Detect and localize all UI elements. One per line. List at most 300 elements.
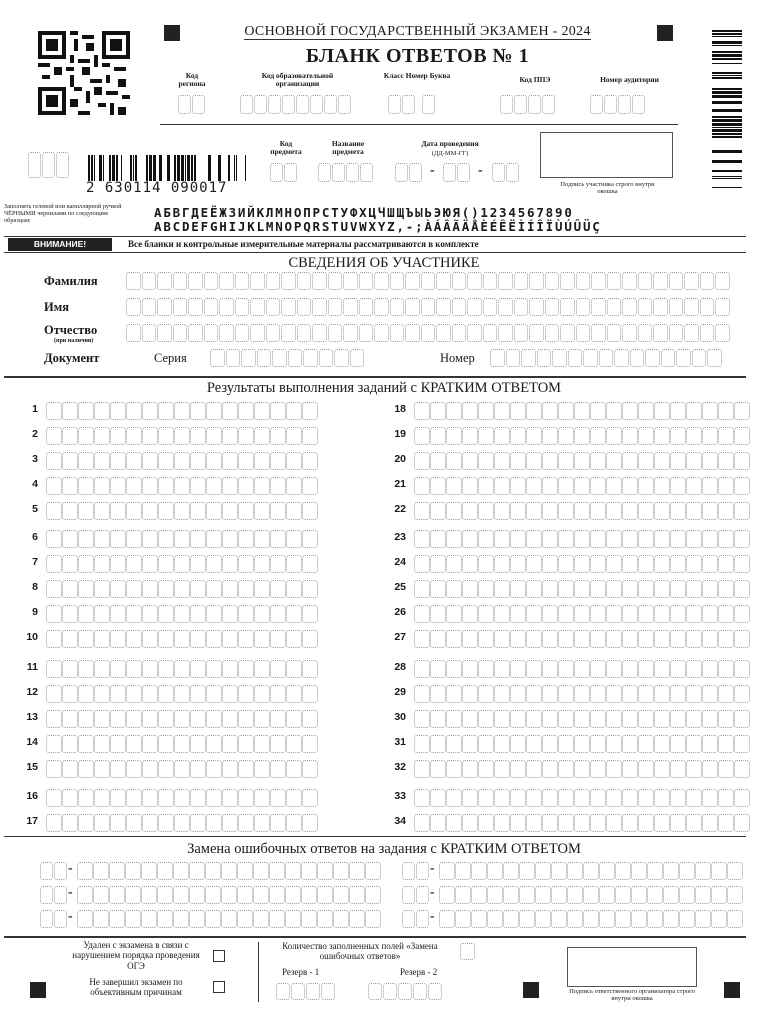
- answer-q13-cell[interactable]: [302, 710, 318, 728]
- replacement-answer-cell[interactable]: [77, 862, 93, 880]
- answer-q27-cell[interactable]: [702, 630, 718, 648]
- answer-q14-cell[interactable]: [62, 735, 78, 753]
- answer-q21-cell[interactable]: [542, 477, 558, 495]
- answer-q12-cell[interactable]: [110, 685, 126, 703]
- replacement-answer-cell[interactable]: [253, 862, 269, 880]
- answer-q15-cell[interactable]: [78, 760, 94, 778]
- answer-q28-cell[interactable]: [558, 660, 574, 678]
- name-cell[interactable]: [591, 298, 606, 316]
- answer-q14-cell[interactable]: [270, 735, 286, 753]
- answer-q10-cell[interactable]: [190, 630, 206, 648]
- answer-q33-cell[interactable]: [702, 789, 718, 807]
- answer-q27-cell[interactable]: [478, 630, 494, 648]
- answer-q10-cell[interactable]: [126, 630, 142, 648]
- answer-q32-cell[interactable]: [542, 760, 558, 778]
- replacement-answer-cell[interactable]: [471, 862, 487, 880]
- answer-q34-cell[interactable]: [542, 814, 558, 832]
- replacement-answer-cell[interactable]: [567, 886, 583, 904]
- answer-q24-cell[interactable]: [494, 555, 510, 573]
- answer-q1-cell[interactable]: [174, 402, 190, 420]
- answer-q30-cell[interactable]: [542, 710, 558, 728]
- answer-q19-cell[interactable]: [702, 427, 718, 445]
- answer-q33-cell[interactable]: [574, 789, 590, 807]
- answer-q2-cell[interactable]: [190, 427, 206, 445]
- answer-q9-cell[interactable]: [46, 605, 62, 623]
- answer-q11-cell[interactable]: [94, 660, 110, 678]
- not-finished-checkbox[interactable]: [213, 981, 225, 993]
- name-cell[interactable]: [266, 298, 281, 316]
- reserve-1-cell[interactable]: [291, 983, 305, 1000]
- answer-q12-cell[interactable]: [206, 685, 222, 703]
- replacement-answer-cell[interactable]: [109, 910, 125, 928]
- surname-cell[interactable]: [235, 272, 250, 290]
- answer-q2-cell[interactable]: [238, 427, 254, 445]
- answer-q18-cell[interactable]: [718, 402, 734, 420]
- answer-q22-cell[interactable]: [462, 502, 478, 520]
- replacement-task-cell[interactable]: [402, 910, 415, 928]
- answer-q28-cell[interactable]: [718, 660, 734, 678]
- blank-left-cell[interactable]: [56, 152, 69, 178]
- answer-q27-cell[interactable]: [590, 630, 606, 648]
- patronymic-cell[interactable]: [607, 324, 622, 342]
- answer-q1-cell[interactable]: [286, 402, 302, 420]
- answer-q23-cell[interactable]: [718, 530, 734, 548]
- answer-q16-cell[interactable]: [174, 789, 190, 807]
- answer-q5-cell[interactable]: [270, 502, 286, 520]
- answer-q31-cell[interactable]: [718, 735, 734, 753]
- answer-q14-cell[interactable]: [222, 735, 238, 753]
- replacement-answer-cell[interactable]: [695, 910, 711, 928]
- answer-q10-cell[interactable]: [78, 630, 94, 648]
- answer-q7-cell[interactable]: [110, 555, 126, 573]
- answer-q26-cell[interactable]: [686, 605, 702, 623]
- answer-q28-cell[interactable]: [462, 660, 478, 678]
- answer-q30-cell[interactable]: [718, 710, 734, 728]
- replacement-answer-cell[interactable]: [727, 886, 743, 904]
- answer-q4-cell[interactable]: [110, 477, 126, 495]
- patronymic-cell[interactable]: [467, 324, 482, 342]
- replacement-answer-cell[interactable]: [189, 862, 205, 880]
- answer-q3-cell[interactable]: [126, 452, 142, 470]
- answer-q19-cell[interactable]: [718, 427, 734, 445]
- replacement-answer-cell[interactable]: [349, 910, 365, 928]
- answer-q9-cell[interactable]: [238, 605, 254, 623]
- answer-q22-cell[interactable]: [718, 502, 734, 520]
- answer-q30-cell[interactable]: [446, 710, 462, 728]
- answer-q34-cell[interactable]: [462, 814, 478, 832]
- replacement-answer-cell[interactable]: [695, 862, 711, 880]
- answer-q22-cell[interactable]: [670, 502, 686, 520]
- replacement-answer-cell[interactable]: [93, 862, 109, 880]
- answer-q12-cell[interactable]: [270, 685, 286, 703]
- answer-q2-cell[interactable]: [270, 427, 286, 445]
- answer-q21-cell[interactable]: [590, 477, 606, 495]
- answer-q22-cell[interactable]: [558, 502, 574, 520]
- answer-q8-cell[interactable]: [142, 580, 158, 598]
- replacement-answer-cell[interactable]: [221, 910, 237, 928]
- name-cell[interactable]: [545, 298, 560, 316]
- answer-q4-cell[interactable]: [94, 477, 110, 495]
- name-cell[interactable]: [204, 298, 219, 316]
- answer-q1-cell[interactable]: [142, 402, 158, 420]
- replacement-answer-cell[interactable]: [349, 886, 365, 904]
- answer-q22-cell[interactable]: [478, 502, 494, 520]
- answer-q18-cell[interactable]: [558, 402, 574, 420]
- answer-q23-cell[interactable]: [734, 530, 750, 548]
- answer-q2-cell[interactable]: [158, 427, 174, 445]
- answer-q10-cell[interactable]: [46, 630, 62, 648]
- patronymic-cell[interactable]: [281, 324, 296, 342]
- answer-q25-cell[interactable]: [654, 580, 670, 598]
- answer-q34-cell[interactable]: [702, 814, 718, 832]
- answer-q20-cell[interactable]: [654, 452, 670, 470]
- class-letter-cell[interactable]: [422, 95, 435, 114]
- answer-q4-cell[interactable]: [46, 477, 62, 495]
- answer-q33-cell[interactable]: [590, 789, 606, 807]
- answer-q16-cell[interactable]: [158, 789, 174, 807]
- name-cell[interactable]: [343, 298, 358, 316]
- answer-q25-cell[interactable]: [430, 580, 446, 598]
- replacement-answer-cell[interactable]: [237, 886, 253, 904]
- replacement-count-cell[interactable]: [460, 943, 475, 960]
- answer-q22-cell[interactable]: [686, 502, 702, 520]
- answer-q6-cell[interactable]: [94, 530, 110, 548]
- answer-q32-cell[interactable]: [558, 760, 574, 778]
- replacement-answer-cell[interactable]: [285, 910, 301, 928]
- answer-q16-cell[interactable]: [286, 789, 302, 807]
- answer-q24-cell[interactable]: [702, 555, 718, 573]
- answer-q1-cell[interactable]: [238, 402, 254, 420]
- replacement-task-cell[interactable]: [416, 862, 429, 880]
- doc-series-cell[interactable]: [210, 349, 225, 367]
- answer-q5-cell[interactable]: [94, 502, 110, 520]
- answer-q13-cell[interactable]: [286, 710, 302, 728]
- answer-q27-cell[interactable]: [558, 630, 574, 648]
- answer-q17-cell[interactable]: [62, 814, 78, 832]
- replacement-answer-cell[interactable]: [487, 910, 503, 928]
- answer-q13-cell[interactable]: [94, 710, 110, 728]
- answer-q26-cell[interactable]: [654, 605, 670, 623]
- answer-q6-cell[interactable]: [46, 530, 62, 548]
- answer-q32-cell[interactable]: [686, 760, 702, 778]
- patronymic-cell[interactable]: [390, 324, 405, 342]
- answer-q23-cell[interactable]: [606, 530, 622, 548]
- replacement-answer-cell[interactable]: [365, 862, 381, 880]
- answer-q28-cell[interactable]: [414, 660, 430, 678]
- answer-q21-cell[interactable]: [702, 477, 718, 495]
- answer-q22-cell[interactable]: [606, 502, 622, 520]
- patronymic-cell[interactable]: [142, 324, 157, 342]
- answer-q16-cell[interactable]: [222, 789, 238, 807]
- answer-q26-cell[interactable]: [558, 605, 574, 623]
- answer-q4-cell[interactable]: [78, 477, 94, 495]
- org-code-cell[interactable]: [254, 95, 267, 114]
- replacement-answer-cell[interactable]: [503, 886, 519, 904]
- answer-q8-cell[interactable]: [110, 580, 126, 598]
- patronymic-cell[interactable]: [250, 324, 265, 342]
- answer-q33-cell[interactable]: [542, 789, 558, 807]
- answer-q22-cell[interactable]: [574, 502, 590, 520]
- answer-q25-cell[interactable]: [590, 580, 606, 598]
- subject-name-cell[interactable]: [332, 163, 345, 182]
- answer-q6-cell[interactable]: [286, 530, 302, 548]
- surname-cell[interactable]: [452, 272, 467, 290]
- answer-q26-cell[interactable]: [718, 605, 734, 623]
- doc-series-cell[interactable]: [257, 349, 272, 367]
- answer-q21-cell[interactable]: [606, 477, 622, 495]
- answer-q11-cell[interactable]: [286, 660, 302, 678]
- reserve-1-cell[interactable]: [276, 983, 290, 1000]
- replacement-answer-cell[interactable]: [711, 910, 727, 928]
- answer-q7-cell[interactable]: [142, 555, 158, 573]
- replacement-answer-cell[interactable]: [141, 910, 157, 928]
- answer-q32-cell[interactable]: [638, 760, 654, 778]
- answer-q10-cell[interactable]: [238, 630, 254, 648]
- patronymic-cell[interactable]: [421, 324, 436, 342]
- answer-q30-cell[interactable]: [590, 710, 606, 728]
- replacement-answer-cell[interactable]: [455, 910, 471, 928]
- doc-number-cell[interactable]: [630, 349, 645, 367]
- answer-q29-cell[interactable]: [478, 685, 494, 703]
- answer-q23-cell[interactable]: [654, 530, 670, 548]
- answer-q22-cell[interactable]: [542, 502, 558, 520]
- answer-q8-cell[interactable]: [158, 580, 174, 598]
- replacement-answer-cell[interactable]: [317, 886, 333, 904]
- answer-q9-cell[interactable]: [94, 605, 110, 623]
- name-cell[interactable]: [669, 298, 684, 316]
- answer-q6-cell[interactable]: [174, 530, 190, 548]
- answer-q29-cell[interactable]: [670, 685, 686, 703]
- answer-q30-cell[interactable]: [638, 710, 654, 728]
- answer-q26-cell[interactable]: [494, 605, 510, 623]
- answer-q16-cell[interactable]: [142, 789, 158, 807]
- doc-number-cell[interactable]: [661, 349, 676, 367]
- name-cell[interactable]: [514, 298, 529, 316]
- answer-q24-cell[interactable]: [542, 555, 558, 573]
- answer-q34-cell[interactable]: [414, 814, 430, 832]
- answer-q29-cell[interactable]: [718, 685, 734, 703]
- answer-q4-cell[interactable]: [206, 477, 222, 495]
- subject-name-cell[interactable]: [360, 163, 373, 182]
- name-cell[interactable]: [529, 298, 544, 316]
- answer-q28-cell[interactable]: [478, 660, 494, 678]
- replacement-task-cell[interactable]: [54, 886, 67, 904]
- answer-q2-cell[interactable]: [126, 427, 142, 445]
- answer-q34-cell[interactable]: [606, 814, 622, 832]
- surname-cell[interactable]: [343, 272, 358, 290]
- answer-q30-cell[interactable]: [734, 710, 750, 728]
- answer-q31-cell[interactable]: [654, 735, 670, 753]
- answer-q23-cell[interactable]: [638, 530, 654, 548]
- answer-q33-cell[interactable]: [638, 789, 654, 807]
- answer-q20-cell[interactable]: [462, 452, 478, 470]
- answer-q22-cell[interactable]: [638, 502, 654, 520]
- replacement-answer-cell[interactable]: [253, 886, 269, 904]
- answer-q15-cell[interactable]: [286, 760, 302, 778]
- answer-q18-cell[interactable]: [494, 402, 510, 420]
- answer-q21-cell[interactable]: [622, 477, 638, 495]
- answer-q13-cell[interactable]: [110, 710, 126, 728]
- answer-q32-cell[interactable]: [574, 760, 590, 778]
- answer-q10-cell[interactable]: [222, 630, 238, 648]
- answer-q5-cell[interactable]: [46, 502, 62, 520]
- patronymic-cell[interactable]: [514, 324, 529, 342]
- answer-q24-cell[interactable]: [654, 555, 670, 573]
- answer-q24-cell[interactable]: [638, 555, 654, 573]
- doc-number-cell[interactable]: [707, 349, 722, 367]
- answer-q33-cell[interactable]: [622, 789, 638, 807]
- answer-q5-cell[interactable]: [126, 502, 142, 520]
- answer-q33-cell[interactable]: [686, 789, 702, 807]
- surname-cell[interactable]: [157, 272, 172, 290]
- answer-q18-cell[interactable]: [590, 402, 606, 420]
- answer-q28-cell[interactable]: [686, 660, 702, 678]
- replacement-answer-cell[interactable]: [551, 886, 567, 904]
- answer-q19-cell[interactable]: [446, 427, 462, 445]
- answer-q19-cell[interactable]: [462, 427, 478, 445]
- patronymic-cell[interactable]: [529, 324, 544, 342]
- replacement-answer-cell[interactable]: [535, 862, 551, 880]
- replacement-answer-cell[interactable]: [615, 886, 631, 904]
- replacement-answer-cell[interactable]: [253, 910, 269, 928]
- answer-q24-cell[interactable]: [430, 555, 446, 573]
- answer-q10-cell[interactable]: [94, 630, 110, 648]
- answer-q6-cell[interactable]: [222, 530, 238, 548]
- answer-q8-cell[interactable]: [270, 580, 286, 598]
- answer-q23-cell[interactable]: [558, 530, 574, 548]
- answer-q30-cell[interactable]: [606, 710, 622, 728]
- answer-q12-cell[interactable]: [94, 685, 110, 703]
- surname-cell[interactable]: [374, 272, 389, 290]
- surname-cell[interactable]: [173, 272, 188, 290]
- answer-q7-cell[interactable]: [174, 555, 190, 573]
- answer-q25-cell[interactable]: [414, 580, 430, 598]
- answer-q31-cell[interactable]: [542, 735, 558, 753]
- answer-q14-cell[interactable]: [78, 735, 94, 753]
- answer-q16-cell[interactable]: [190, 789, 206, 807]
- region-code-cell[interactable]: [178, 95, 191, 114]
- answer-q12-cell[interactable]: [302, 685, 318, 703]
- answer-q28-cell[interactable]: [622, 660, 638, 678]
- answer-q30-cell[interactable]: [670, 710, 686, 728]
- answer-q23-cell[interactable]: [526, 530, 542, 548]
- answer-q24-cell[interactable]: [718, 555, 734, 573]
- answer-q17-cell[interactable]: [174, 814, 190, 832]
- answer-q9-cell[interactable]: [126, 605, 142, 623]
- replacement-answer-cell[interactable]: [519, 910, 535, 928]
- answer-q2-cell[interactable]: [46, 427, 62, 445]
- surname-cell[interactable]: [483, 272, 498, 290]
- replacement-task-cell[interactable]: [40, 886, 53, 904]
- surname-cell[interactable]: [142, 272, 157, 290]
- answer-q27-cell[interactable]: [414, 630, 430, 648]
- answer-q21-cell[interactable]: [478, 477, 494, 495]
- answer-q17-cell[interactable]: [126, 814, 142, 832]
- org-code-cell[interactable]: [310, 95, 323, 114]
- replacement-answer-cell[interactable]: [221, 862, 237, 880]
- answer-q32-cell[interactable]: [718, 760, 734, 778]
- answer-q30-cell[interactable]: [686, 710, 702, 728]
- answer-q29-cell[interactable]: [446, 685, 462, 703]
- answer-q27-cell[interactable]: [430, 630, 446, 648]
- name-cell[interactable]: [390, 298, 405, 316]
- replacement-answer-cell[interactable]: [487, 886, 503, 904]
- name-cell[interactable]: [173, 298, 188, 316]
- answer-q18-cell[interactable]: [686, 402, 702, 420]
- answer-q33-cell[interactable]: [718, 789, 734, 807]
- answer-q21-cell[interactable]: [462, 477, 478, 495]
- room-cell[interactable]: [618, 95, 631, 114]
- answer-q28-cell[interactable]: [526, 660, 542, 678]
- replacement-answer-cell[interactable]: [157, 910, 173, 928]
- answer-q28-cell[interactable]: [574, 660, 590, 678]
- patronymic-cell[interactable]: [188, 324, 203, 342]
- answer-q12-cell[interactable]: [142, 685, 158, 703]
- answer-q17-cell[interactable]: [206, 814, 222, 832]
- surname-cell[interactable]: [266, 272, 281, 290]
- surname-cell[interactable]: [328, 272, 343, 290]
- answer-q2-cell[interactable]: [206, 427, 222, 445]
- answer-q28-cell[interactable]: [702, 660, 718, 678]
- doc-number-cell[interactable]: [614, 349, 629, 367]
- patronymic-cell[interactable]: [560, 324, 575, 342]
- patronymic-cell[interactable]: [684, 324, 699, 342]
- replacement-answer-cell[interactable]: [695, 886, 711, 904]
- replacement-answer-cell[interactable]: [157, 886, 173, 904]
- answer-q7-cell[interactable]: [158, 555, 174, 573]
- answer-q12-cell[interactable]: [46, 685, 62, 703]
- answer-q22-cell[interactable]: [622, 502, 638, 520]
- room-cell[interactable]: [590, 95, 603, 114]
- answer-q12-cell[interactable]: [254, 685, 270, 703]
- answer-q30-cell[interactable]: [510, 710, 526, 728]
- name-cell[interactable]: [498, 298, 513, 316]
- answer-q25-cell[interactable]: [638, 580, 654, 598]
- answer-q14-cell[interactable]: [174, 735, 190, 753]
- answer-q27-cell[interactable]: [526, 630, 542, 648]
- answer-q29-cell[interactable]: [542, 685, 558, 703]
- answer-q31-cell[interactable]: [526, 735, 542, 753]
- surname-cell[interactable]: [607, 272, 622, 290]
- answer-q18-cell[interactable]: [478, 402, 494, 420]
- answer-q20-cell[interactable]: [414, 452, 430, 470]
- answer-q16-cell[interactable]: [110, 789, 126, 807]
- answer-q11-cell[interactable]: [62, 660, 78, 678]
- answer-q8-cell[interactable]: [190, 580, 206, 598]
- name-cell[interactable]: [467, 298, 482, 316]
- answer-q25-cell[interactable]: [542, 580, 558, 598]
- reserve-2-cell[interactable]: [383, 983, 397, 1000]
- answer-q17-cell[interactable]: [190, 814, 206, 832]
- answer-q32-cell[interactable]: [414, 760, 430, 778]
- answer-q1-cell[interactable]: [206, 402, 222, 420]
- answer-q15-cell[interactable]: [302, 760, 318, 778]
- ppe-code-cell[interactable]: [528, 95, 541, 114]
- replacement-answer-cell[interactable]: [439, 910, 455, 928]
- answer-q34-cell[interactable]: [574, 814, 590, 832]
- replacement-answer-cell[interactable]: [221, 886, 237, 904]
- answer-q12-cell[interactable]: [222, 685, 238, 703]
- answer-q25-cell[interactable]: [606, 580, 622, 598]
- answer-q33-cell[interactable]: [446, 789, 462, 807]
- doc-number-cell[interactable]: [506, 349, 521, 367]
- answer-q29-cell[interactable]: [510, 685, 526, 703]
- answer-q31-cell[interactable]: [414, 735, 430, 753]
- answer-q23-cell[interactable]: [478, 530, 494, 548]
- answer-q25-cell[interactable]: [718, 580, 734, 598]
- answer-q2-cell[interactable]: [174, 427, 190, 445]
- answer-q17-cell[interactable]: [270, 814, 286, 832]
